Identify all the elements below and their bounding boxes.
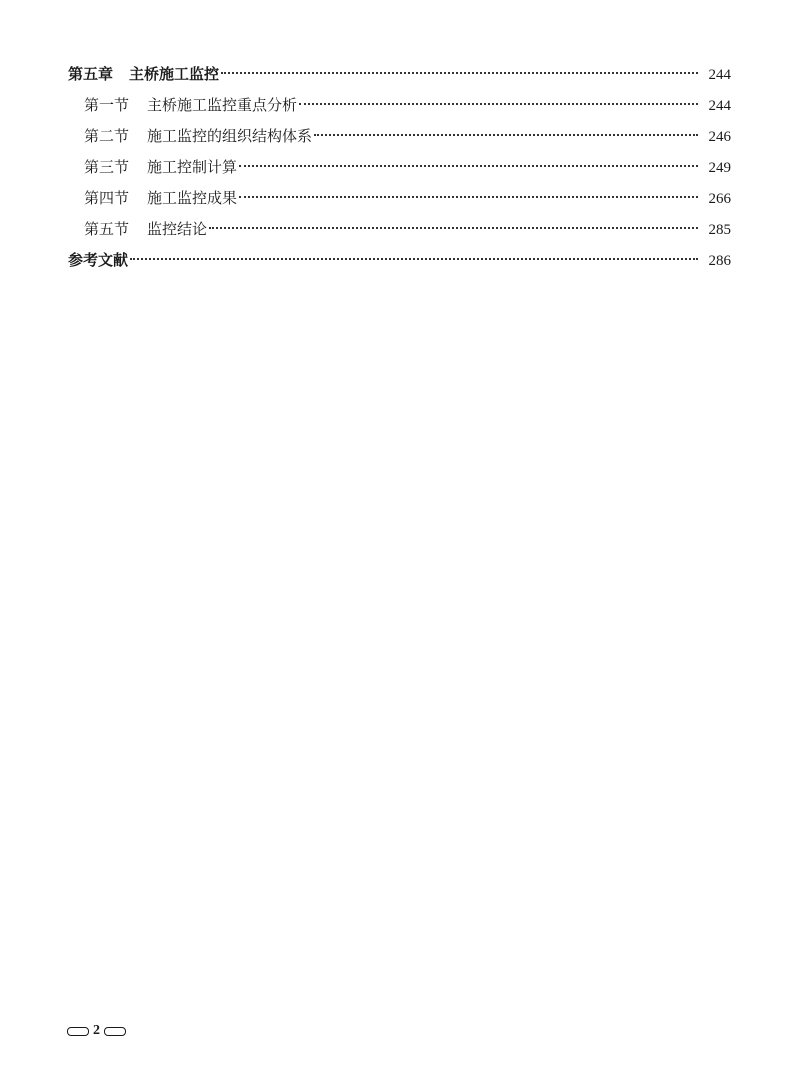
page-number: 244 [708,98,731,114]
section-label: 第四节 [84,189,130,207]
section-title: 施工监控成果 [147,189,238,207]
dot-leader [314,134,698,136]
table-of-contents [68,59,731,276]
page-number: 285 [708,222,731,238]
folio-ornament-left [67,1027,89,1036]
dot-leader [209,227,698,229]
references-title: 参考文献 [68,251,129,269]
dot-leader [299,103,698,105]
dot-leader [239,165,698,167]
section-label: 第二节 [84,127,130,145]
page-number: 246 [708,129,731,145]
toc-section-5[interactable] [68,214,731,245]
page-number: 266 [708,191,731,207]
section-label: 第一节 [84,96,130,114]
page-number: 286 [708,253,731,269]
toc-chapter-5[interactable] [68,59,731,90]
chapter-title: 主桥施工监控 [129,65,220,83]
chapter-label: 第五章 [68,65,114,83]
toc-section-3[interactable] [68,152,731,183]
section-title: 主桥施工监控重点分析 [147,96,298,114]
dot-leader [239,196,698,198]
section-label: 第三节 [84,158,130,176]
section-title: 监控结论 [147,220,208,238]
dot-leader [221,72,698,74]
page-folio [67,1023,126,1039]
folio-page-number: 2 [93,1023,100,1038]
page-number: 244 [708,67,731,83]
toc-references[interactable] [68,245,731,276]
toc-section-1[interactable] [68,90,731,121]
toc-section-4[interactable] [68,183,731,214]
section-label: 第五节 [84,220,130,238]
section-title: 施工监控的组织结构体系 [147,127,313,145]
folio-ornament-right [104,1027,126,1036]
toc-section-2[interactable] [68,121,731,152]
page-number: 249 [708,160,731,176]
dot-leader [130,258,698,260]
section-title: 施工控制计算 [147,158,238,176]
